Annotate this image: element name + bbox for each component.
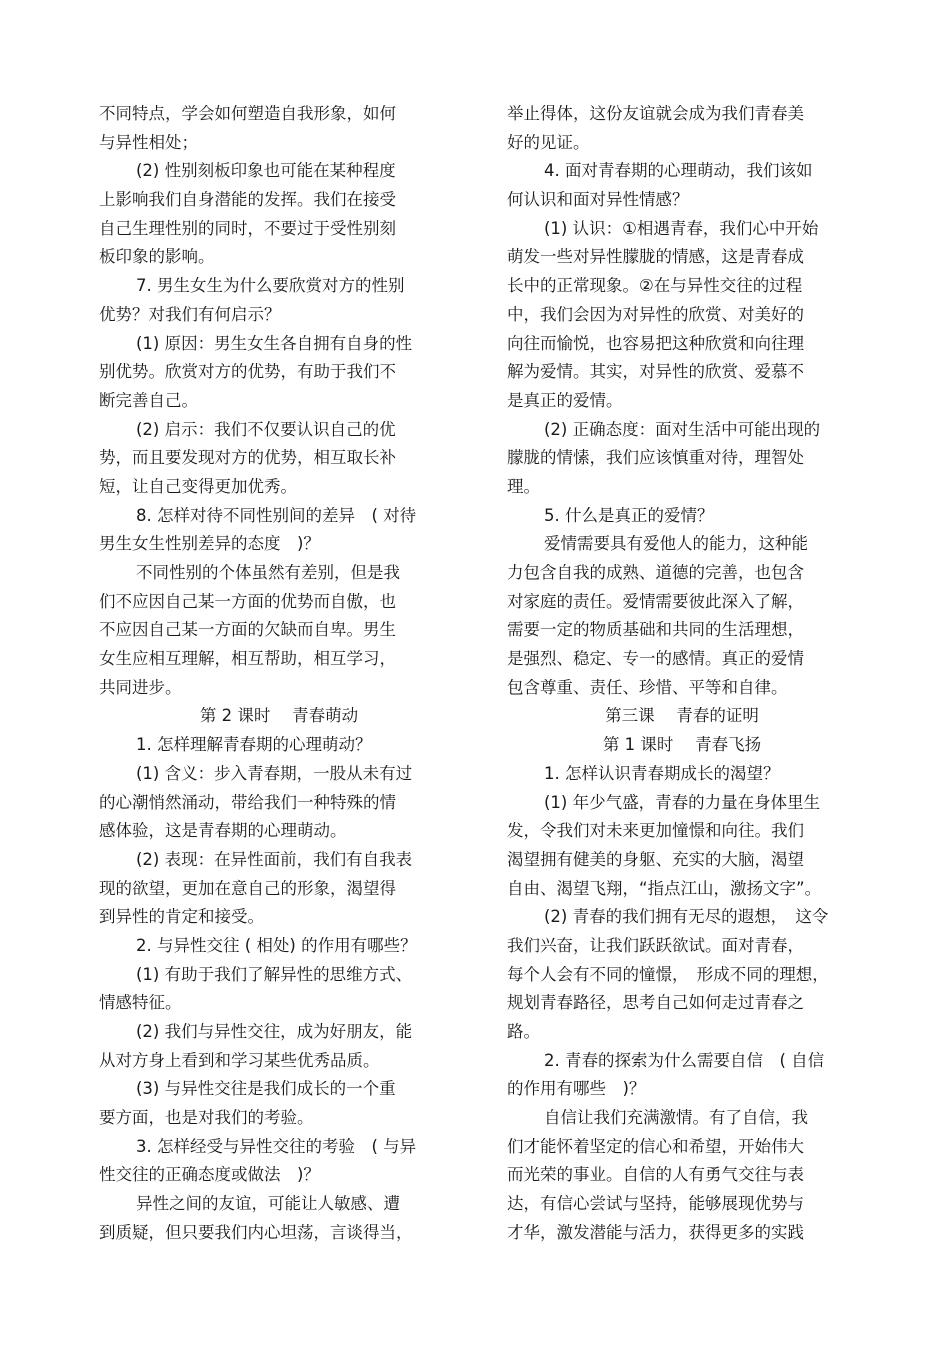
left-text-line: 不同特点，学会如何塑造自我形象，如何 [99, 104, 396, 123]
left-text-column [99, 100, 459, 1248]
left-text-line: 感体验，这是青春期的心理萌动。 [99, 821, 347, 841]
left-text-line: 到质疑，但只要我们内心坦荡，言谈得当， [99, 1222, 413, 1242]
left-text-line: 优势？对我们有何启示？ [99, 304, 281, 324]
left-text-line: 现的欲望，更加在意自己的形象，渴望得 [99, 878, 396, 898]
right-text-line: 4. 面对青春期的心理萌动，我们该如 [544, 161, 813, 181]
left-text-line: 性交往的正确态度或做法 )？ [99, 1165, 320, 1185]
left-text-line: 们不应因自己某一方面的优势而自傲，也 [99, 591, 396, 611]
left-text-line: 的心潮悄然涌动，带给我们一种特殊的情 [99, 792, 396, 812]
right-text-line: 才华，激发潜能与活力，获得更多的实践 [507, 1222, 804, 1242]
right-text-line: 萌发一些对异性朦胧的情感，这是青春成 [507, 247, 804, 267]
right-text-line: 我们兴奋，让我们跃跃欲试。面对青春， [507, 935, 804, 955]
left-heading: 第 2 课时 青春萌动 [199, 706, 359, 726]
right-text-line: 对家庭的责任。爱情需要彼此深入了解， [507, 591, 804, 611]
right-text-line: (2) 青春的我们拥有无尽的遐想， 这令 [544, 907, 829, 927]
left-text-line: 别优势。欣赏对方的优势，有助于我们不 [99, 362, 396, 382]
right-text-line: 自由、渴望飞翔，“指点江山，激扬文字”。 [507, 878, 822, 898]
left-text-line: 男生女生性别差异的态度 )？ [99, 534, 320, 554]
right-heading: 第 1 课时 青春飞扬 [602, 735, 762, 755]
left-text-line: 异性之间的友谊，可能让人敏感、遭 [136, 1194, 400, 1214]
right-text-line: 规划青春路径，思考自己如何走过青春之 [507, 993, 804, 1013]
right-text-line: 好的见证。 [507, 132, 590, 152]
left-text-line: 短，让自己变得更加优秀。 [99, 476, 297, 496]
right-text-line: 何认识和面对异性情感？ [507, 190, 689, 210]
left-text-line: 从对方身上看到和学习某些优秀品质。 [99, 1050, 380, 1070]
right-text-line: 5. 什么是真正的爱情？ [544, 505, 714, 525]
right-text-line: 是强烈、稳定、专一的感情。真正的爱情 [507, 649, 804, 669]
left-text-line: (3) 与异性交往是我们成长的一个重 [136, 1079, 396, 1099]
left-text-line: (1) 原因：男生女生各自拥有自身的性 [136, 333, 413, 353]
left-text-line: 到异性的肯定和接受。 [99, 907, 264, 927]
left-text-line: 势，而且要发现对方的优势，相互取长补 [99, 448, 396, 468]
left-text-line: 1. 怎样理解青春期的心理萌动？ [136, 735, 372, 755]
left-text-line: 上影响我们自身潜能的发挥。我们在接受 [99, 190, 396, 210]
right-text-line: 2. 青春的探索为什么需要自信 ( 自信 [544, 1050, 825, 1070]
right-text-line: 渴望拥有健美的身躯、充实的大脑，渴望 [507, 849, 804, 869]
right-text-line: 们才能怀着坚定的信心和希望，开始伟大 [507, 1136, 804, 1156]
right-text-line: 理。 [507, 476, 540, 496]
left-text-line: 板印象的影响。 [99, 247, 215, 267]
right-text-column [507, 100, 857, 1248]
right-text-line: 力包含自我的成熟、道德的完善，也包含 [507, 563, 804, 582]
left-text-line: 7. 男生女生为什么要欣赏对方的性别 [136, 276, 405, 296]
right-text-line: 包含尊重、责任、珍惜、平等和自律。 [507, 677, 788, 697]
left-text-line: 3. 怎样经受与异性交往的考验 ( 与异 [136, 1136, 417, 1156]
right-text-line: 是真正的爱情。 [507, 390, 623, 410]
left-text-line: 8. 怎样对待不同性别间的差异 ( 对待 [136, 505, 417, 525]
left-text-line: 女生应相互理解，相互帮助，相互学习， [99, 649, 396, 669]
right-text-line: 中，我们会因为对异性的欣赏、对美好的 [507, 304, 804, 324]
left-text-line: (2) 我们与异性交往，成为好朋友，能 [136, 1022, 413, 1041]
right-text-line: 举止得体，这份友谊就会成为我们青春美 [507, 104, 804, 123]
right-text-line: 的作用有哪些 )？ [507, 1079, 646, 1099]
right-text-line: 1. 怎样认识青春期成长的渴望？ [544, 763, 780, 783]
right-text-line: (2) 正确态度：面对生活中可能出现的 [544, 419, 821, 439]
left-text-line: 2. 与异性交往 ( 相处) 的作用有哪些？ [136, 935, 417, 955]
right-text-line: 长中的正常现象。②在与异性交往的过程 [507, 276, 803, 296]
right-text-line: (1) 年少气盛，青春的力量在身体里生 [544, 792, 821, 812]
left-text-line: (1) 有助于我们了解异性的思维方式、 [136, 964, 413, 984]
left-text-line: 情感特征。 [99, 993, 182, 1013]
right-text-line: (1) 认识：①相遇青春，我们心中开始 [544, 218, 819, 238]
left-text-line: 自己生理性别的同时，不要过于受性别刻 [99, 218, 396, 238]
left-text-line: (1) 含义：步入青春期，一股从未有过 [136, 763, 413, 783]
right-text-line: 向往而愉悦，也容易把这种欣赏和向往理 [507, 333, 804, 353]
left-text-line: (2) 性别刻板印象也可能在某种程度 [136, 161, 396, 181]
right-text-line: 朦胧的情愫，我们应该慎重对待，理智处 [507, 448, 804, 468]
right-text-line: 自信让我们充满激情。有了自信，我 [544, 1108, 808, 1128]
left-text-line: 不同性别的个体虽然有差别，但是我 [136, 563, 400, 582]
right-text-line: 解为爱情。其实，对异性的欣赏、爱慕不 [507, 362, 804, 382]
left-text-line: (2) 启示：我们不仅要认识自己的优 [136, 419, 396, 439]
left-text-line: 与异性相处； [99, 132, 198, 152]
right-heading: 第三课 青春的证明 [605, 706, 759, 726]
right-text-line: 而光荣的事业。自信的人有勇气交往与表 [507, 1165, 804, 1185]
right-text-line: 爱情需要具有爱他人的能力，这种能 [544, 534, 808, 554]
left-text-line: 不应因自己某一方面的欠缺而自卑。男生 [99, 620, 396, 640]
left-text-line: 断完善自己。 [99, 390, 198, 410]
left-text-line: (2) 表现：在异性面前，我们有自我表 [136, 849, 413, 869]
right-text-line: 发，令我们对未来更加憧憬和向往。我们 [507, 821, 804, 841]
left-text-line: 要方面，也是对我们的考验。 [99, 1108, 314, 1128]
left-text-line: 共同进步。 [99, 677, 182, 697]
right-text-line: 路。 [507, 1022, 540, 1041]
right-text-line: 达，有信心尝试与坚持，能够展现优势与 [507, 1194, 804, 1214]
right-text-line: 需要一定的物质基础和共同的生活理想， [507, 620, 804, 640]
right-text-line: 每个人会有不同的憧憬， 形成不同的理想， [507, 964, 829, 984]
